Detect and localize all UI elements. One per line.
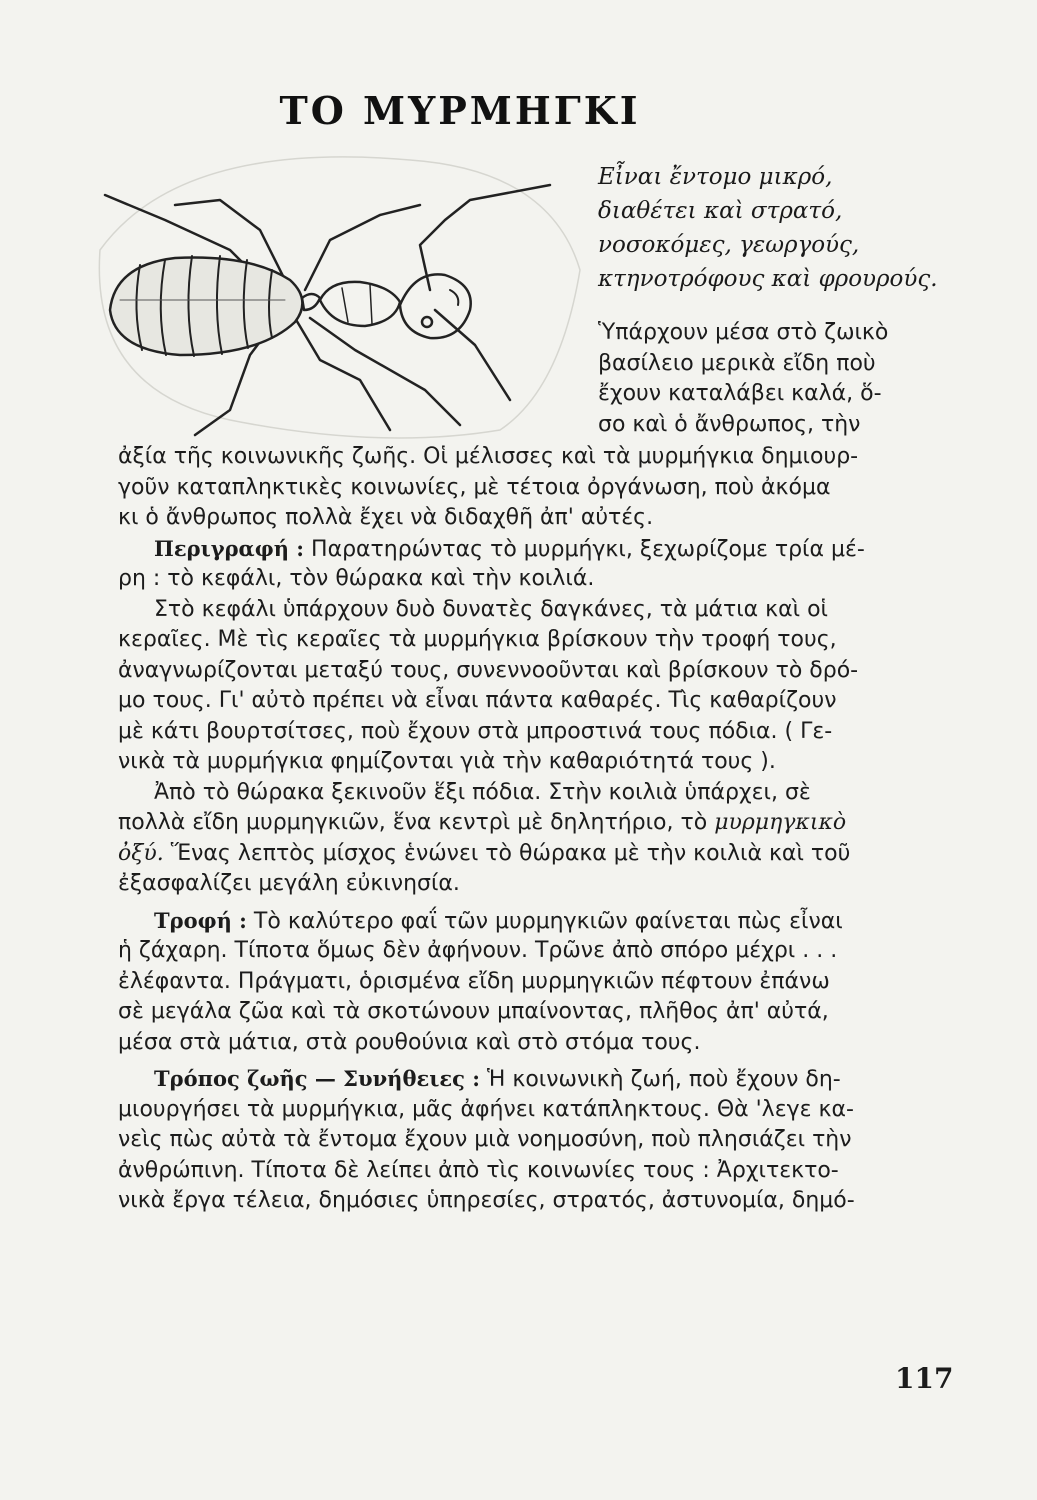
text-line: μιουργήσει τὰ μυρμήγκια, μᾶς ἀφήνει κατάπληκτους. Θὰ 'λεγε κα- (118, 1096, 854, 1122)
text-line: μο τους. Γι' αὐτὸ πρέπει νὰ εἶναι πάντα καθαρές. Τὶς καθαρίζουν (118, 688, 837, 713)
text-line: μέσα στὰ μάτια, στὰ ρουθούνια καὶ στὸ στόμα τους. (118, 1029, 701, 1055)
text-line: ἀξία τῆς κοινωνικῆς ζωῆς. Οἱ μέλισσες καὶ τὰ μυρμήγκια δημιουρ- (118, 444, 859, 469)
text-span: πολλὰ εἴδη μυρμηγκιῶν, ἕνα κεντρὶ μὲ δηλητήριο, τὸ (118, 810, 715, 835)
food-first-line (118, 906, 948, 937)
text-line: ἐξασφαλίζει μεγάλη εὐκινησία. (118, 871, 460, 896)
intro-paragraph (598, 318, 943, 440)
text-line: ἔχουν καταλάβει καλά, ὅ- (598, 381, 882, 406)
text-span: Ἕνας λεπτὸς μίσχος ἑνώνει τὸ θώρακα μὲ τὴν κοιλιὰ καὶ τοῦ (163, 840, 851, 866)
text-line: νεὶς πὼς αὐτὰ τὰ ἔντομα ἔχουν μιὰ νοημοσύνη, ποὺ πλησιάζει τὴν (118, 1127, 852, 1152)
text-span: Τὸ καλύτερο φαΐ τῶν μυρμηγκιῶν φαίνεται πὼς εἶναι (246, 908, 843, 934)
poem-line: νοσοκόμες, γεωργούς, (598, 232, 860, 258)
life-heading: Τρόπος ζωῆς — Συνήθειες : (154, 1066, 480, 1091)
text-line: μὲ κάτι βουρτσίτσες, ποὺ ἔχουν στὰ μπροστινά τους πόδια. ( Γε- (118, 718, 833, 744)
page-title: ΤΟ ΜΥΡΜΗΓΚΙ (279, 88, 641, 133)
text-line: βασίλειο μερικὰ εἴδη ποὺ (598, 350, 876, 376)
text-line: Ἀπὸ τὸ θώρακα ξεκινοῦν ἕξι πόδια. Στὴν κοιλιὰ ὑπάρχει, σὲ (154, 779, 811, 805)
body-text (118, 442, 948, 1217)
text-line: Στὸ κεφάλι ὑπάρχουν δυὸ δυνατὲς δαγκάνες, τὰ μάτια καὶ οἱ (154, 596, 828, 622)
poem-line: διαθέτει καὶ στρατό, (598, 198, 843, 224)
text-line: κι ὁ ἄνθρωπος πολλὰ ἔχει νὰ διδαχθῆ ἀπ' αὐτές. (118, 505, 654, 530)
poem-line: κτηνοτρόφους καὶ φρουρούς. (598, 266, 938, 292)
text-line: κεραῖες. Μὲ τὶς κεραῖες τὰ μυρμήγκια βρίσκουν τὴν τροφή τους, (118, 627, 837, 652)
text-line: ἀνθρώπινη. Τίποτα δὲ λείπει ἀπὸ τὶς κοινωνίες τους : Ἀρχιτεκτο- (118, 1157, 839, 1183)
text-line: Ὑπάρχουν μέσα στὸ ζωικὸ (598, 320, 889, 345)
text-line: γοῦν καταπληκτικὲς κοινωνίες, μὲ τέτοια ὀργάνωση, ποὺ ἀκόμα (118, 474, 831, 500)
text-line (118, 839, 948, 870)
text-line: ἀναγνωρίζονται μεταξύ τους, συνεννοοῦνται καὶ βρίσκουν τὸ δρό- (118, 657, 859, 683)
text-line: σο καὶ ὁ ἄνθρωπος, τὴν (598, 411, 861, 437)
text-line (118, 808, 948, 839)
text-line: ρη : τὸ κεφάλι, τὸν θώρακα καὶ τὴν κοιλιά. (118, 566, 595, 591)
text-line: ἡ ζάχαρη. Τίποτα ὅμως δὲν ἀφήνουν. Τρῶνε ἀπὸ σπόρο μέχρι . . . (118, 938, 838, 963)
poem-line: Εἶναι ἔντομο μικρό, (598, 164, 833, 190)
text-line: σὲ μεγάλα ζῶα καὶ τὰ σκοτώνουν μπαίνοντας, πλῆθος ἀπ' αὐτά, (118, 999, 829, 1024)
page-number: 117 (895, 1362, 954, 1395)
ant-illustration (80, 150, 600, 450)
text-span: Παρατηρώντας τὸ μυρμήγκι, ξεχωρίζομε τρία μέ- (304, 536, 865, 562)
food-heading: Τροφή : (154, 907, 247, 933)
description-heading: Περιγραφή : (154, 535, 305, 561)
text-span: Ἡ κοινωνικὴ ζωή, ποὺ ἔχουν δη- (480, 1067, 841, 1092)
term-formic-acid: ὀξύ. (118, 840, 164, 866)
life-first-line (118, 1064, 948, 1095)
text-line: ἐλέφαντα. Πράγματι, ὁρισμένα εἴδη μυρμηγκιῶν πέφτουν ἐπάνω (118, 968, 830, 994)
description-first-line (118, 534, 948, 565)
epigraph-poem (598, 160, 1018, 296)
text-line: νικὰ ἔργα τέλεια, δημόσιες ὑπηρεσίες, στρατός, ἀστυνομία, δημό- (118, 1188, 855, 1213)
text-line: νικὰ τὰ μυρμήγκια φημίζονται γιὰ τὴν καθαριότητά τους ). (118, 749, 776, 774)
term-formic-acid: μυρμηγκικὸ (714, 810, 847, 835)
